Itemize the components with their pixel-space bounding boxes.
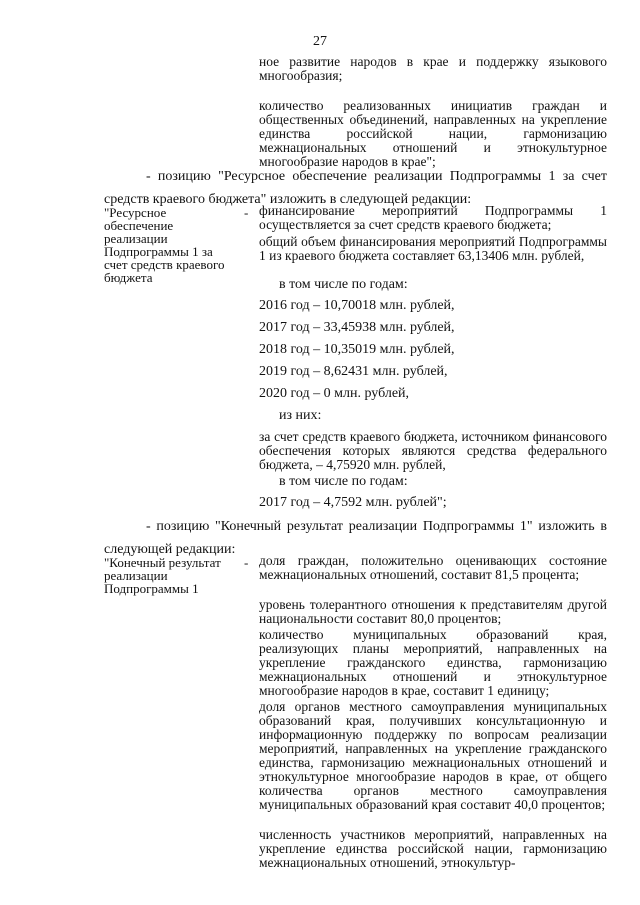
resource-year-2020: 2020 год – 0 млн. рублей,	[259, 386, 410, 401]
final-paragraph-1: доля граждан, положительно оценивающих состояние межнациональных отношений, составит 81,5 процента;	[259, 553, 607, 582]
resource-year-2018: 2018 год – 10,35019 млн. рублей,	[259, 342, 455, 357]
final-paragraph-3: количество муниципальных образований края, реализующих планы мероприятий, направленных на укрепление гражданского единства, гармонизацию межнациональных отношений и этнокультурное многообразие народов в крае, составит 1 единицу;	[259, 627, 607, 698]
final-label: "Конечный результат реализации Подпрограммы 1	[104, 555, 221, 596]
final-intro: - позицию "Конечный результат реализации Подпрограммы 1" изложить в следующей редакции:	[104, 519, 607, 557]
resource-label: "Ресурсное обеспечение реализации Подпрограммы 1 за счет средств краевого бюджета	[104, 205, 225, 285]
top-cont-paragraph-2: количество реализованных инициатив граждан и общественных объединений, направленных на укрепление единства российской нации, гармонизацию межнациональных отношений и этнокультурное многообразие народов в крае";	[259, 98, 607, 169]
resource-year-2017: 2017 год – 33,45938 млн. рублей,	[259, 320, 455, 335]
resource-including-2: в том числе по годам:	[279, 474, 408, 489]
resource-year-2017-federal: 2017 год – 4,7592 млн. рублей";	[259, 495, 447, 510]
resource-including: в том числе по годам:	[279, 277, 408, 292]
resource-paragraph-3: за счет средств краевого бюджета, источником финансового обеспечения которых являются средства федерального бюджета, – 4,75920 млн. рублей,	[259, 429, 607, 472]
final-paragraph-2: уровень толерантного отношения к представителям другой национальности составит 80,0 процентов;	[259, 597, 607, 626]
resource-intro: - позицию "Ресурсное обеспечение реализации Подпрограммы 1 за счет средств краевого бюджета" изложить в следующей редакции:	[104, 169, 607, 207]
final-paragraph-4: доля органов местного самоуправления муниципальных образований края, получивших консультационную и информационную поддержку по вопросам реализации мероприятий, направленных на укрепление гражданского единства, гармонизацию межнациональных отношений и этнокультурное многообразие народов в крае, от общего количества органов местного самоуправления муниципальных образований края составит 40,0 процентов;	[259, 699, 607, 812]
final-dash: -	[244, 555, 249, 570]
resource-paragraph-2: общий объем финансирования мероприятий Подпрограммы 1 из краевого бюджета составляет 63,13406 млн. рублей,	[259, 234, 607, 263]
resource-paragraph-1: финансирование мероприятий Подпрограммы 1 осуществляется за счет средств краевого бюджета;	[259, 203, 607, 232]
resource-year-2016: 2016 год – 10,70018 млн. рублей,	[259, 298, 455, 313]
page-number: 27	[313, 34, 327, 49]
resource-of-them: из них:	[279, 408, 322, 423]
final-paragraph-5: численность участников мероприятий, направленных на укрепление единства российской нации, гармонизацию межнациональных отношений, этнокультур-	[259, 827, 607, 870]
resource-year-2019: 2019 год – 8,62431 млн. рублей,	[259, 364, 448, 379]
resource-dash: -	[244, 205, 249, 220]
top-cont-paragraph-1: ное развитие народов в крае и поддержку языкового многообразия;	[259, 54, 607, 83]
